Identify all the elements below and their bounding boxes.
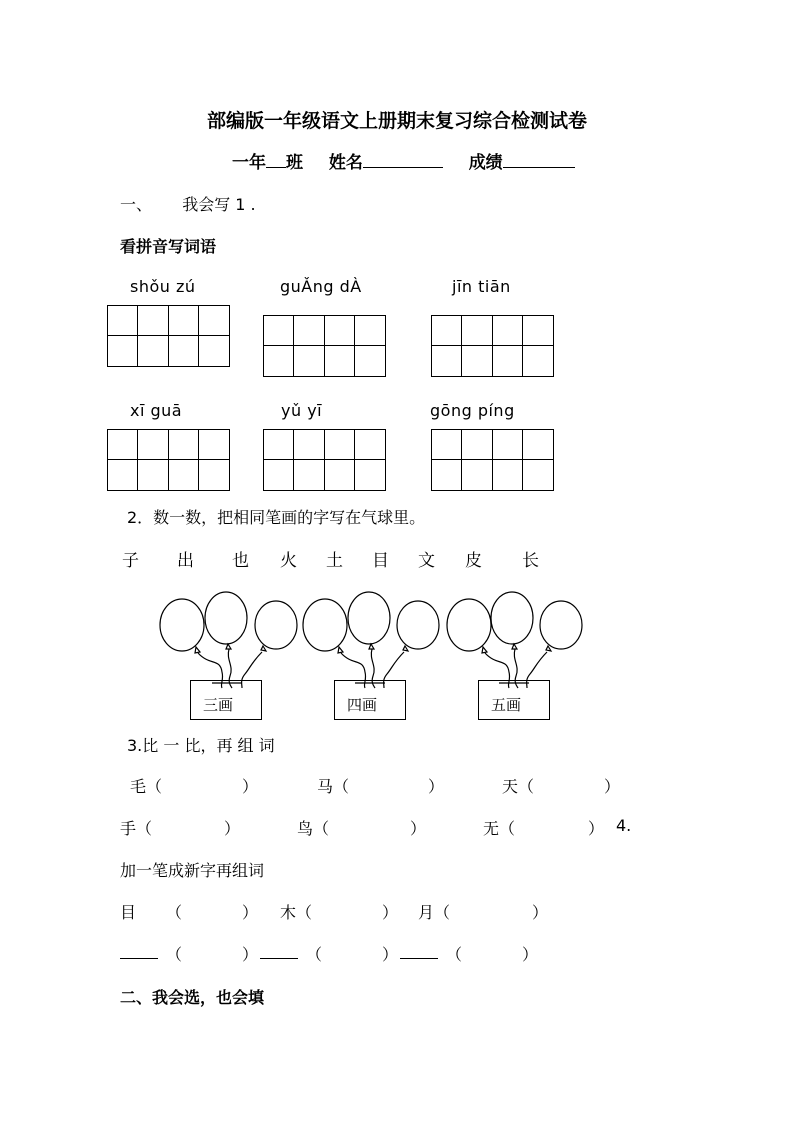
question-3-title: 3.比 一 比，再 组 词 bbox=[127, 736, 275, 755]
compare-tian-open: 天（ bbox=[502, 777, 535, 796]
question-4-title: 加一笔成新字再组词 bbox=[120, 861, 265, 880]
char-2: 出 bbox=[177, 551, 194, 571]
score-label: 成绩 bbox=[468, 153, 503, 173]
add-stroke-blank1-open: （ bbox=[166, 945, 183, 964]
compare-ma-close: ） bbox=[428, 777, 445, 796]
compare-niao-close: ） bbox=[410, 819, 427, 838]
writing-grid-1[interactable] bbox=[107, 305, 230, 367]
char-4: 火 bbox=[280, 551, 297, 571]
pinyin-2: guǍng dÀ bbox=[280, 277, 362, 296]
balloon-group-3 bbox=[447, 592, 582, 688]
name-label: 姓名 bbox=[328, 153, 363, 173]
class-blank[interactable] bbox=[266, 152, 286, 168]
new-char-blank-2[interactable] bbox=[260, 946, 298, 959]
add-stroke-mu-wood-open: 木（ bbox=[280, 903, 313, 922]
add-stroke-mu-eye-close: ） bbox=[242, 903, 259, 922]
add-stroke-blank3-close: ） bbox=[522, 945, 539, 964]
add-stroke-mu-eye: 目 bbox=[120, 903, 137, 922]
char-8: 皮 bbox=[465, 551, 482, 571]
char-6: 目 bbox=[372, 551, 389, 571]
section-one-title: 我会写 1 . bbox=[182, 195, 256, 214]
add-stroke-mu-eye-open: （ bbox=[166, 903, 183, 922]
writing-grid-4[interactable] bbox=[107, 429, 230, 491]
add-stroke-blank3-open: （ bbox=[446, 945, 463, 964]
balloon-group-2 bbox=[303, 592, 439, 688]
char-9: 长 bbox=[522, 551, 539, 571]
add-stroke-yue-open: 月（ bbox=[418, 903, 451, 922]
add-stroke-blank2-close: ） bbox=[382, 945, 399, 964]
compare-shou-open: 手（ bbox=[120, 819, 153, 838]
balloon-group-1 bbox=[160, 592, 297, 688]
char-3: 也 bbox=[232, 551, 249, 571]
compare-wu-open: 无（ bbox=[483, 819, 516, 838]
add-stroke-mu-wood-close: ） bbox=[382, 903, 399, 922]
stroke-box-five-label: 五画 bbox=[491, 696, 522, 714]
compare-mao-open: 毛（ bbox=[130, 777, 163, 796]
stroke-box-four-label: 四画 bbox=[347, 696, 378, 714]
char-7: 文 bbox=[418, 551, 435, 571]
compare-tian-close: ） bbox=[604, 777, 621, 796]
pinyin-4: xī guā bbox=[130, 401, 183, 420]
stroke-box-three-label: 三画 bbox=[203, 696, 234, 714]
score-blank[interactable] bbox=[503, 152, 575, 168]
pinyin-5: yǔ yī bbox=[281, 401, 323, 420]
compare-ma-open: 马（ bbox=[317, 777, 350, 796]
pinyin-subheading: 看拼音写词语 bbox=[120, 237, 217, 256]
class-label-a: 一年 bbox=[232, 153, 266, 173]
writing-grid-5[interactable] bbox=[263, 429, 386, 491]
stroke-box-three[interactable] bbox=[190, 680, 262, 720]
pinyin-1: shǒu zú bbox=[130, 277, 196, 296]
name-blank[interactable] bbox=[363, 152, 443, 168]
student-info-line bbox=[232, 148, 575, 173]
stroke-box-four[interactable] bbox=[334, 680, 406, 720]
class-label-b: 班 bbox=[286, 153, 303, 173]
section-two-heading: 二、我会选，也会填 bbox=[120, 988, 265, 1007]
pinyin-3: jīn tiān bbox=[452, 277, 511, 296]
new-char-blank-3[interactable] bbox=[400, 946, 438, 959]
page-title: 部编版一年级语文上册期末复习综合检测试卷 bbox=[206, 110, 587, 132]
pinyin-6: gōng píng bbox=[430, 401, 515, 420]
add-stroke-yue-close: ） bbox=[532, 903, 549, 922]
char-1: 子 bbox=[122, 551, 139, 571]
writing-grid-3[interactable] bbox=[431, 315, 554, 377]
new-char-blank-1[interactable] bbox=[120, 946, 158, 959]
compare-mao-close: ） bbox=[242, 777, 259, 796]
add-stroke-blank2-open: （ bbox=[306, 945, 323, 964]
compare-shou-close: ） bbox=[224, 819, 241, 838]
question-4-number: 4. bbox=[616, 816, 632, 835]
add-stroke-blank1-close: ） bbox=[242, 945, 259, 964]
writing-grid-6[interactable] bbox=[431, 429, 554, 491]
compare-wu-close: ） bbox=[588, 819, 605, 838]
compare-niao-open: 鸟（ bbox=[297, 819, 330, 838]
writing-grid-2[interactable] bbox=[263, 315, 386, 377]
section-one-number: 一、 bbox=[120, 195, 153, 214]
char-5: 土 bbox=[326, 551, 343, 571]
question-2-text: 2．数一数，把相同笔画的字写在气球里。 bbox=[127, 508, 426, 527]
stroke-box-five[interactable] bbox=[478, 680, 550, 720]
section-one-heading bbox=[120, 192, 256, 215]
